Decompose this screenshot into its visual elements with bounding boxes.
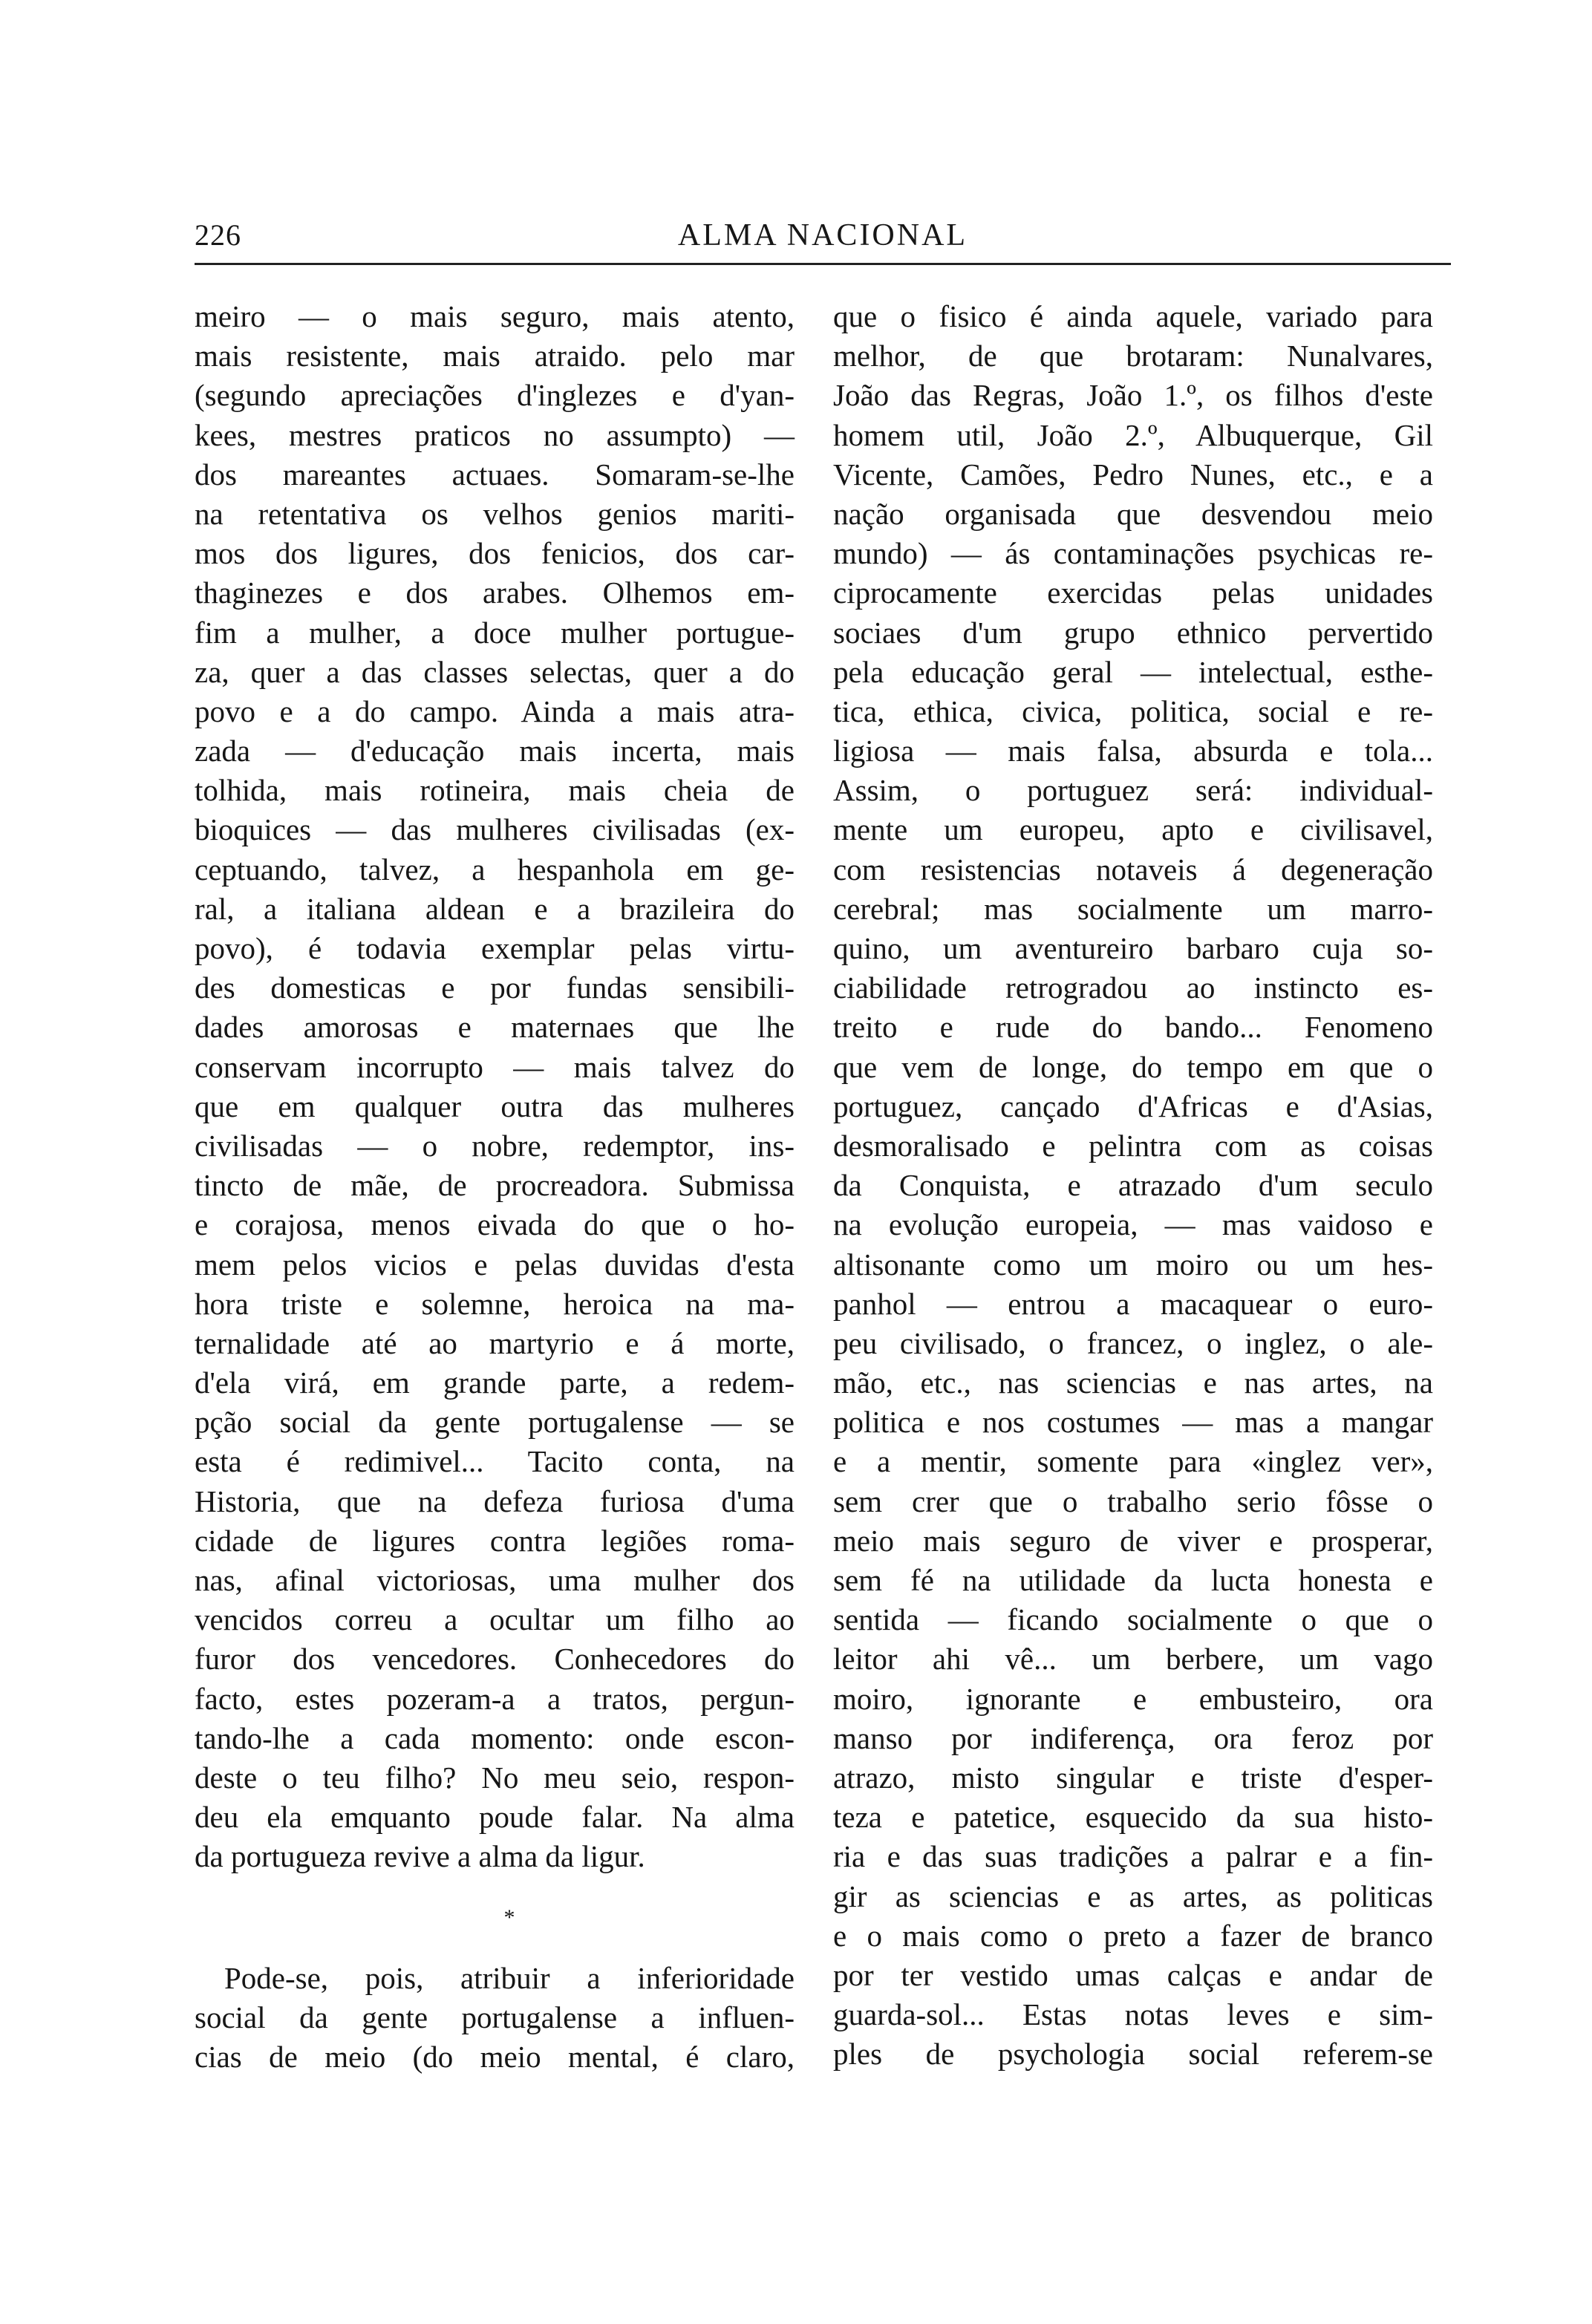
text-line: pela educação geral — intelectual, esthe- (833, 654, 1433, 689)
header-rule (195, 263, 1451, 265)
text-line: Assim, o portuguez será: individual- (833, 773, 1433, 808)
text-line: (segundo apreciações d'inglezes e d'yan- (195, 378, 795, 413)
paragraph-1 (195, 297, 795, 1877)
text-line: dos mareantes actuaes. Somaram-se-lhe (195, 457, 795, 492)
text-line: nas, afinal victoriosas, uma mulher dos (195, 1563, 795, 1597)
text-line: da Conquista, e atrazado d'um seculo (833, 1168, 1433, 1203)
text-line: que o fisico é ainda aquele, variado para (833, 299, 1433, 333)
text-line: cias de meio (do meio mental, é claro, (195, 2039, 795, 2074)
page-header (195, 209, 1451, 261)
text-line: treito e rude do bando... Fenomeno (833, 1010, 1433, 1045)
text-line: sem crer que o trabalho serio fôsse o (833, 1483, 1433, 1518)
text-line: na retentativa os velhos genios mariti- (195, 496, 795, 531)
text-line: civilisadas — o nobre, redemptor, ins- (195, 1128, 795, 1163)
text-line: Vicente, Camões, Pedro Nunes, etc., e a (833, 457, 1433, 492)
text-line: por ter vestido umas calças e andar de (833, 1957, 1433, 1992)
text-line: moiro, ignorante e embusteiro, ora (833, 1681, 1433, 1716)
text-line: ternalidade até ao martyrio e á morte, (195, 1325, 795, 1360)
section-separator: * (503, 1904, 515, 1930)
text-line: atrazo, misto singular e triste d'esper- (833, 1760, 1433, 1795)
text-line: ria e das suas tradições a palrar e a fin- (833, 1839, 1433, 1874)
text-line: zada — d'educação mais incerta, mais (195, 734, 795, 768)
text-line: mundo) — ás contaminações psychicas re- (833, 536, 1433, 571)
text-line: altisonante como um moiro ou um hes- (833, 1247, 1433, 1282)
text-line: panhol — entrou a macaquear o euro- (833, 1286, 1433, 1321)
paragraph-2 (195, 1959, 795, 2077)
running-title: ALMA NACIONAL (677, 218, 968, 252)
text-line: za, quer a das classes selectas, quer a do (195, 654, 795, 689)
text-line: e o mais como o preto a fazer de branco (833, 1918, 1433, 1953)
text-line: com resistencias notaveis á degeneração (833, 852, 1433, 887)
text-line: ral, a italiana aldean e a brazileira do (195, 891, 795, 926)
text-line: Pode-se, pois, atribuir a inferioridade (224, 1960, 795, 1995)
text-line: mem pelos vicios e pelas duvidas d'esta (195, 1247, 795, 1282)
page-number: 226 (195, 218, 241, 252)
text-line: e a mentir, somente para «inglez ver», (833, 1444, 1433, 1479)
text-line: hora triste e solemne, heroica na ma- (195, 1286, 795, 1321)
text-line: Historia, que na defeza furiosa d'uma (195, 1483, 795, 1518)
text-line: meiro — o mais seguro, mais atento, (195, 299, 795, 333)
text-line: thaginezes e dos arabes. Olhemos em- (195, 575, 795, 610)
text-line: da portugueza revive a alma da ligur. (195, 1839, 645, 1874)
text-line: quino, um aventureiro barbaro cuja so- (833, 931, 1433, 965)
text-line: mente um europeu, apto e civilisavel, (833, 812, 1433, 847)
text-line: desmoralisado e pelintra com as coisas (833, 1128, 1433, 1163)
text-line: sociaes d'um grupo ethnico pervertido (833, 615, 1433, 650)
text-line: leitor ahi vê... um berbere, um vago (833, 1642, 1433, 1677)
text-line: bioquices — das mulheres civilisadas (ex- (195, 812, 795, 847)
text-line: e corajosa, menos eivada do que o ho- (195, 1207, 795, 1242)
text-line: João das Regras, João 1.º, os filhos d'este (833, 378, 1433, 413)
text-line: deste o teu filho? No meu seio, respon- (195, 1760, 795, 1795)
text-line: kees, mestres praticos no assumpto) — (195, 417, 795, 452)
text-line: facto, estes pozeram-a a tratos, pergun- (195, 1681, 795, 1716)
text-line: d'ela virá, em grande parte, a redem- (195, 1365, 795, 1400)
text-line: cerebral; mas socialmente um marro- (833, 891, 1433, 926)
text-line: na evolução europeia, — mas vaidoso e (833, 1207, 1433, 1242)
text-line: ciprocamente exercidas pelas unidades (833, 575, 1433, 610)
text-line: que em qualquer outra das mulheres (195, 1088, 795, 1123)
text-line: ceptuando, talvez, a hespanhola em ge- (195, 852, 795, 887)
text-line: ples de psychologia social referem-se (833, 2037, 1433, 2072)
text-line: mais resistente, mais atraido. pelo mar (195, 339, 795, 373)
text-line: povo e a do campo. Ainda a mais atra- (195, 693, 795, 728)
text-line: vencidos correu a ocultar um filho ao (195, 1602, 795, 1637)
text-line: cidade de ligures contra legiões roma- (195, 1523, 795, 1558)
text-line: melhor, de que brotaram: Nunalvares, (833, 339, 1433, 373)
text-line: meio mais seguro de viver e prosperar, (833, 1523, 1433, 1558)
left-column (195, 297, 795, 2077)
text-line: ligiosa — mais falsa, absurda e tola... (833, 734, 1433, 768)
text-line: povo), é todavia exemplar pelas virtu- (195, 931, 795, 965)
text-line: mos dos ligures, dos fenicios, dos car- (195, 536, 795, 571)
text-line: ciabilidade retrogradou ao instincto es- (833, 970, 1433, 1005)
text-line: tica, ethica, civica, politica, social e re- (833, 693, 1433, 728)
text-line: fim a mulher, a doce mulher portugue- (195, 615, 795, 650)
text-line: homem util, João 2.º, Albuquerque, Gil (833, 417, 1433, 452)
text-line: teza e patetice, esquecido da sua histo- (833, 1800, 1433, 1835)
text-line: portuguez, cançado d'Africas e d'Asias, (833, 1088, 1433, 1123)
right-column (833, 297, 1433, 2074)
text-line: social da gente portugalense a influen- (195, 2000, 795, 2034)
text-line: tolhida, mais rotineira, mais cheia de (195, 773, 795, 808)
text-line: conservam incorrupto — mais talvez do (195, 1049, 795, 1084)
text-line: nação organisada que desvendou meio (833, 496, 1433, 531)
text-line: sentida — ficando socialmente o que o (833, 1602, 1433, 1637)
text-line: deu ela emquanto poude falar. Na alma (195, 1800, 795, 1835)
text-line: peu civilisado, o francez, o inglez, o ale- (833, 1325, 1433, 1360)
text-line: des domesticas e por fundas sensibili- (195, 970, 795, 1005)
text-line: tando-lhe a cada momento: onde escon- (195, 1720, 795, 1755)
text-line: politica e nos costumes — mas a mangar (833, 1405, 1433, 1440)
text-line: dades amorosas e maternaes que lhe (195, 1010, 795, 1045)
text-line: esta é redimivel... Tacito conta, na (195, 1444, 795, 1479)
text-line: gir as sciencias e as artes, as politicas (833, 1879, 1433, 1913)
text-line: furor dos vencedores. Conhecedores do (195, 1642, 795, 1677)
text-line: mão, etc., nas sciencias e nas artes, na (833, 1365, 1433, 1400)
text-line: sem fé na utilidade da lucta honesta e (833, 1563, 1433, 1597)
text-line: manso por indiferença, ora feroz por (833, 1720, 1433, 1755)
text-line: que vem de longe, do tempo em que o (833, 1049, 1433, 1084)
text-line: pção social da gente portugalense — se (195, 1405, 795, 1440)
text-line: guarda-sol... Estas notas leves e sim- (833, 1997, 1433, 2032)
text-line: tincto de mãe, de procreadora. Submissa (195, 1168, 795, 1203)
